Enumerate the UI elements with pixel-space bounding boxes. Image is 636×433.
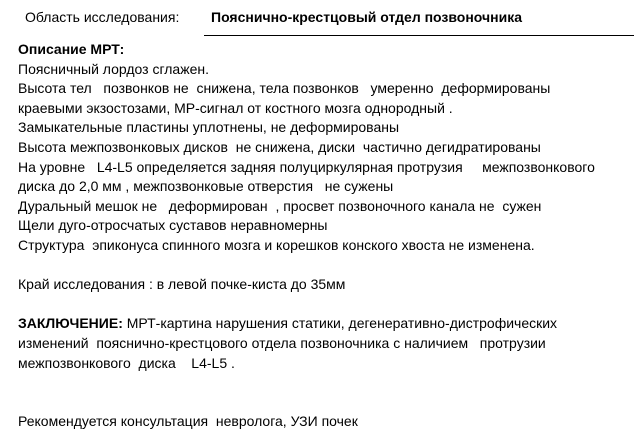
conclusion-label: ЗАКЛЮЧЕНИЕ: xyxy=(18,315,123,332)
spacer xyxy=(18,393,628,413)
conclusion-section xyxy=(18,314,628,373)
spacer xyxy=(18,373,628,393)
header-underline xyxy=(204,35,634,36)
description-line: краевыми экзостозами, МР-сигнал от костного мозга однородный . xyxy=(18,99,453,116)
description-line: Дуральный мешок не деформирован , просвет позвоночного канала не сужен xyxy=(18,197,542,214)
description-line: Высота тел позвонков не снижена, тела позвонков умеренно деформированы xyxy=(18,80,551,97)
spacer xyxy=(18,256,628,276)
report-body xyxy=(18,40,628,432)
description-line: диска до 2,0 мм , межпозвонковые отверстия не сужены xyxy=(18,178,394,195)
description-line: Щели дуго-отросчатых суставов неравномерны xyxy=(18,217,328,234)
region-label: Область исследования: xyxy=(25,9,180,25)
conclusion-text: МРТ-картина нарушения статики, дегенеративно-дистрофических xyxy=(122,315,558,332)
description-line: Замыкательные пластины уплотнены, не деформированы xyxy=(18,119,400,136)
report-header xyxy=(0,0,636,38)
region-value: Пояснично-крестцовый отдел позвоночника xyxy=(211,9,522,25)
description-heading: Описание МРТ: xyxy=(18,41,125,57)
conclusion-line: межпозвонкового диска L4-L5 . xyxy=(18,354,235,371)
conclusion-first-line xyxy=(18,314,628,334)
description-line: Высота межпозвонковых дисков не снижена, диски частично дегидратированы xyxy=(18,138,541,155)
conclusion-line: изменений пояснично-крестцового отдела позвоночника с наличием протрузии xyxy=(18,334,546,351)
recommendation: Рекомендуется консультация невролога, УЗИ почек xyxy=(18,413,358,430)
description-line: Поясничный лордоз сглажен. xyxy=(18,60,209,77)
description-line: Структура эпиконуса спинного мозга и корешков конского хвоста не изменена. xyxy=(18,236,535,253)
description-line: На уровне L4-L5 определяется задняя полуциркулярная протрузия межпозвонкового xyxy=(18,158,595,175)
incidental-finding: Край исследования : в левой почке-киста до 35мм xyxy=(18,276,346,293)
spacer xyxy=(18,295,628,315)
description-section xyxy=(18,60,628,256)
